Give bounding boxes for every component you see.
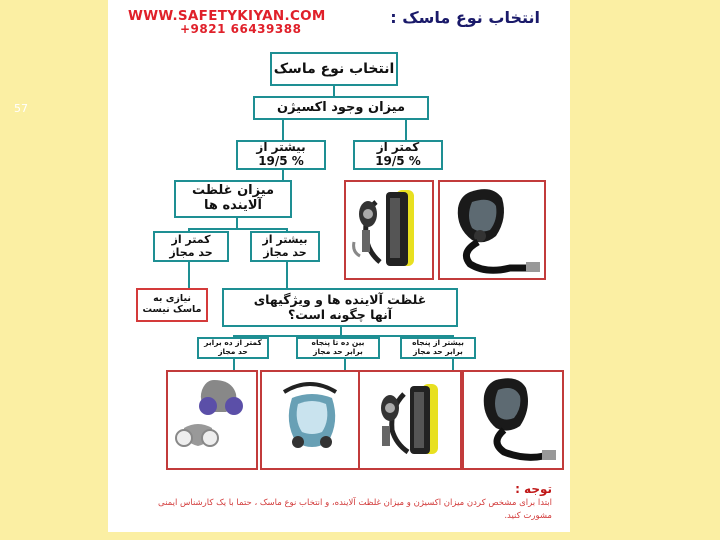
connector xyxy=(236,218,238,228)
question-line2: آنها چگونه است؟ xyxy=(287,306,393,322)
no-mask-line1: نیازی به xyxy=(153,293,191,305)
connector xyxy=(188,228,288,230)
page-title: انتخاب نوع ماسک : xyxy=(390,8,540,27)
full-face-respirator-icon xyxy=(262,372,362,468)
connector xyxy=(340,327,342,335)
option-b-line2: برابر حد مجاز xyxy=(313,347,363,356)
option-a-line1: کمتر از ده برابر xyxy=(204,338,262,348)
no-mask-line2: ماسک نیست xyxy=(142,304,202,315)
option-a-line2: حد مجاز xyxy=(218,347,248,356)
below-limit-line1: کمتر از xyxy=(171,232,211,246)
root-label: انتخاب نوع ماسک xyxy=(273,60,395,77)
concentration-line2: آلاینده ها xyxy=(204,198,262,213)
less-than-label: کمتر از xyxy=(376,140,420,155)
connector xyxy=(188,262,190,288)
connector xyxy=(333,86,335,96)
mask-selection-sheet xyxy=(108,0,570,532)
no-mask-box xyxy=(136,288,208,322)
scba-icon xyxy=(346,182,432,278)
option-c-line2: برابر حد مجاز xyxy=(413,347,463,356)
concentration-box xyxy=(174,180,292,218)
below-limit-line2: حد مجاز xyxy=(169,245,213,259)
full-face-mask-hose-icon xyxy=(440,182,544,278)
percent-label: 19/5 % xyxy=(258,154,304,168)
oxygen-less-box xyxy=(353,140,443,170)
full-face-frame xyxy=(260,370,364,470)
root-box xyxy=(270,52,398,86)
connector xyxy=(286,262,288,288)
above-limit-line1: بیشتر از xyxy=(262,232,308,246)
above-limit-line2: حد مجاز xyxy=(263,245,307,259)
website-url: WWW.SAFETYKIYAN.COM xyxy=(128,8,326,24)
half-mask-frame xyxy=(166,370,258,470)
mask-hose-frame xyxy=(438,180,546,280)
connector xyxy=(282,118,284,140)
phone-number: +9821 66439388 xyxy=(180,22,302,36)
oxygen-label: میزان وجود اکسیژن xyxy=(276,99,406,115)
question-box xyxy=(222,288,458,327)
slide-number: 57 xyxy=(14,102,28,115)
below-limit-box xyxy=(153,231,229,262)
option-b-line1: بین ده تا پنجاه xyxy=(311,338,365,348)
oxygen-more-box xyxy=(236,140,326,170)
option-above-50x-box xyxy=(400,337,476,359)
note-title: توجه : xyxy=(515,482,552,496)
question-line1: غلظت آلاینده ها و ویژگیهای xyxy=(253,292,427,308)
scba-icon xyxy=(360,372,460,468)
scba-frame-lower xyxy=(358,370,462,470)
oxygen-box xyxy=(253,96,429,120)
option-10-50x-box xyxy=(296,337,380,359)
above-limit-box xyxy=(250,231,320,262)
option-c-line1: بیشتر از پنجاه xyxy=(412,338,464,348)
concentration-line1: میزان غلظت xyxy=(191,183,275,199)
percent-label: 19/5 % xyxy=(375,154,421,168)
connector xyxy=(405,118,407,140)
half-mask-respirator-icon xyxy=(168,372,256,468)
mask-hose-frame-lower xyxy=(462,370,564,470)
full-face-mask-hose-icon xyxy=(464,372,562,468)
scba-frame xyxy=(344,180,434,280)
more-than-label: بیشتر از xyxy=(256,140,306,155)
option-below-10x-box xyxy=(197,337,269,359)
note-text: ابتدا برای مشخص کردن میزان اکسیژن و میزان غلظت آلاینده، و انتخاب نوع ماسک ، حتما با یک کارشناس ایمنی مشورت کنید. xyxy=(158,498,552,521)
